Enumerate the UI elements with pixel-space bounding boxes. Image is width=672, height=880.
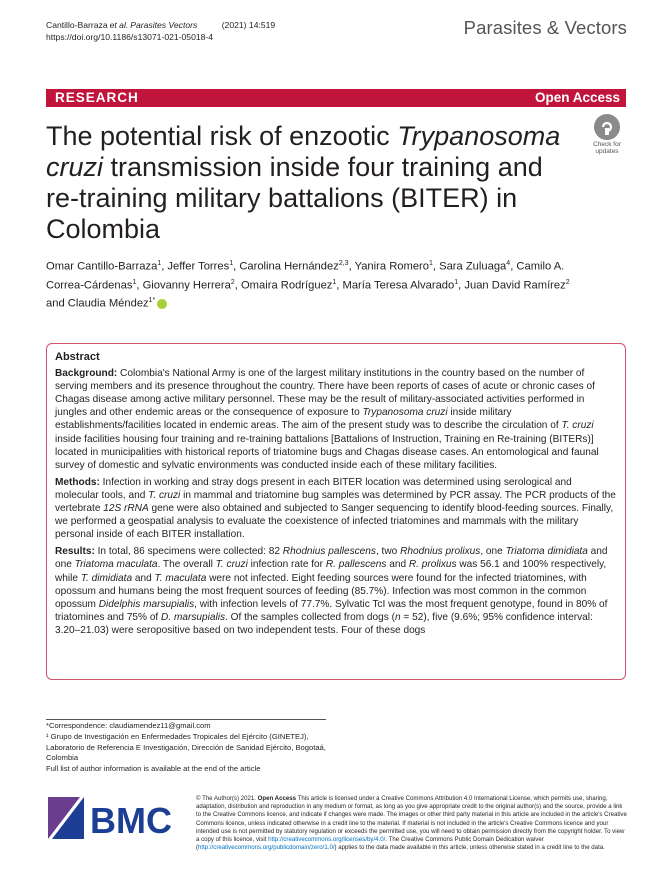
author-affiliation: 4 [506,260,511,267]
author-affiliation: 2 [565,278,570,286]
author-affiliation: 1 [132,278,137,286]
author-name: Omaira Rodríguez [240,279,333,292]
abstract-methods: Methods: Infection in working and stray dogs present in each BITER location was determined using serological and molecular tools, and T. cruzi in mammal and triatomine bug samples was determined by PCR assay. The PCR products of the vertebrate 12S rRNA gene were also obtained and subjected to Sanger sequencing to identify blood-feeding sources. Finally, we performed a geospatial analysis to evaluate the coexistence of infected triatomines and mammals with the military personal inside of each BITER installation. [55,476,616,541]
author-affiliation: 1 [229,260,234,267]
correspondence: *Correspondence: claudiamendez11@gmail.com [46,721,211,730]
author-affiliation: 1 [454,278,459,286]
license-text: © The Author(s) 2021. Open Access This article is licensed under a Creative Commons Attribution 4.0 International License, which permits use, sharing, adaptation, distribution and reproduction in any medium or format, as long as you give appropriate credit to the original author(s) and the source, provide a link to the Creative Commons licence, and indicate if changes were made. The images or other third party material in this article are included in the article's Creative Commons licence, unless indicated otherwise in a credit line to the material. If material is not included in the article's Creative Commons licence and your intended use is not permitted by statutory regulation or exceeds the permitted use, you will need to obtain permission directly from the copyright holder. To view a copy of this licence, visit http://creativecommons.org/licenses/by/4.0/. The Creative Commons Public Domain Dedication waiver (http://creativecommons.org/publicdomain/zero/1.0/) applies to the data made available in this article, unless otherwise stated in a credit line to the data. [196,795,627,852]
open-access-label: Open Access [534,90,620,105]
author-affiliation: 1* [148,297,156,305]
full-list-note: Full list of author information is available at the end of the article [46,764,261,774]
author-separator: , [510,260,517,273]
author-name: Juan David Ramírez [464,279,566,292]
author-name: Carolina Hernández [239,260,339,273]
bmc-logo-text: BMC [90,800,172,841]
footnote-rule [46,719,326,720]
citation-etal: et al. [109,20,129,30]
author-name: Sara Zuluaga [439,260,507,273]
author-separator: , [348,260,355,273]
check-updates-line2: updates [595,148,619,155]
citation-journal: Parasites Vectors [130,20,198,30]
citation-year: (2021) 14:519 [221,20,276,30]
running-header [46,19,279,43]
license-link[interactable]: http://creativecommons.org/licenses/by/4.0/ [268,836,386,844]
author-name: Omar Cantillo-Barraza [46,260,158,273]
footnotes [46,721,336,775]
author-separator: , [336,279,343,292]
author-affiliation: 2,3 [338,260,349,267]
affiliation-1: ¹ Grupo de Investigación en Enfermedades Tropicales del Ejército (GINETEJ), Laboratorio de Referencia E Investigación, Dirección de Sanidad Ejército, Bogotaá, Colombia [46,731,326,763]
author-affiliation: 1 [157,260,162,267]
author-separator: and [46,298,68,311]
waiver-link[interactable]: http://creativecommons.org/publicdomain/zero/1.0/ [198,844,335,852]
section-banner [46,89,626,107]
check-for-updates-button[interactable] [588,114,626,155]
author-separator: , [136,279,143,292]
abstract-background: Background: Colombia's National Army is one of the largest military institutions in the country based on the number of serving members and its presence throughout the country. There have been reports of cases of acute or chronic cases of Chagas disease among active military personnel. These may be the result of military-associated activities performed in jungles and other endemic areas or the consequence of exposure to Trypanosoma cruzi inside military establishments/facilities located in endemic areas. The aim of the present study was to describe the circulation of T. cruzi inside facilities housing four training and re-training battalions [Battalions of Instruction, Training en Re-training (BITERs)] located in municipalities with historical reports of triatomine bugs and Chagas disease cases. An entomological and faunal survey of domestic and sylvatic environments was conducted inside each of these military facilities. [55,368,599,471]
author-separator: , [234,279,241,292]
abstract-heading: Abstract [55,351,100,363]
author-list [46,256,586,312]
author-separator: , [458,279,465,292]
author-separator: , [161,260,168,273]
title-italic: Trypanosoma cruzi [46,121,561,182]
author-separator: , [432,260,440,273]
citation-authors: Cantillo-Barraza [46,20,108,30]
author-affiliation: 1 [428,260,433,267]
title-part3: transmission inside four training and re-training military battalions (BITER) in Colombia [46,152,543,244]
bmc-logo [46,793,186,843]
author-affiliation: 2 [230,278,235,286]
author-name: Yanira Romero [354,260,429,273]
doi-link[interactable]: https://doi.org/10.1186/s13071-021-05018-4 [46,32,214,42]
orcid-icon[interactable] [157,299,167,309]
author-affiliation: 1 [332,278,337,286]
bmc-logo-icon [46,793,186,843]
title-part1: The potential risk of enzootic [46,121,398,151]
article-title [46,121,566,245]
author-name: Camilo A. Correa-Cárdenas [46,260,565,292]
author-separator: , [233,260,240,273]
abstract-box [46,343,626,680]
author-name: Jeffer Torres [167,260,230,273]
check-updates-icon [594,114,620,140]
abstract-results: Results: In total, 86 specimens were collected: 82 Rhodnius pallescens, two Rhodnius prolixus, one Triatoma dimidiata and one Triatoma maculata. The overall T. cruzi infection rate for R. pallescens and R. prolixus was 56.1 and 100% respectively, while T. dimidiata and T. maculata were not infected. Eight feeding sources were found for the infected triatomines, with opossum and humans being the most frequent sources of feeding (85.7%). Infection was most common in the common opossum Didelphis marsupialis, with infection levels of 77.7%. Sylvatic TcI was the most frequent genotype, found in 80% of triatomines and 75% of D. marsupialis. Of the samples collected from dogs (n = 52), five (9.6%; 95% confidence interval: 3.20–21.03) were seropositive based on two independent tests. Four of these dogs [55,546,608,636]
citation-line [46,19,279,31]
author-name: María Teresa Alvarado [342,279,455,292]
journal-name: Parasites & Vectors [463,17,627,38]
section-label: RESEARCH [55,90,139,105]
check-updates-line1: Check for [593,141,621,148]
author-name: Claudia Méndez [67,298,149,311]
author-name: Giovanny Herrera [142,279,231,292]
